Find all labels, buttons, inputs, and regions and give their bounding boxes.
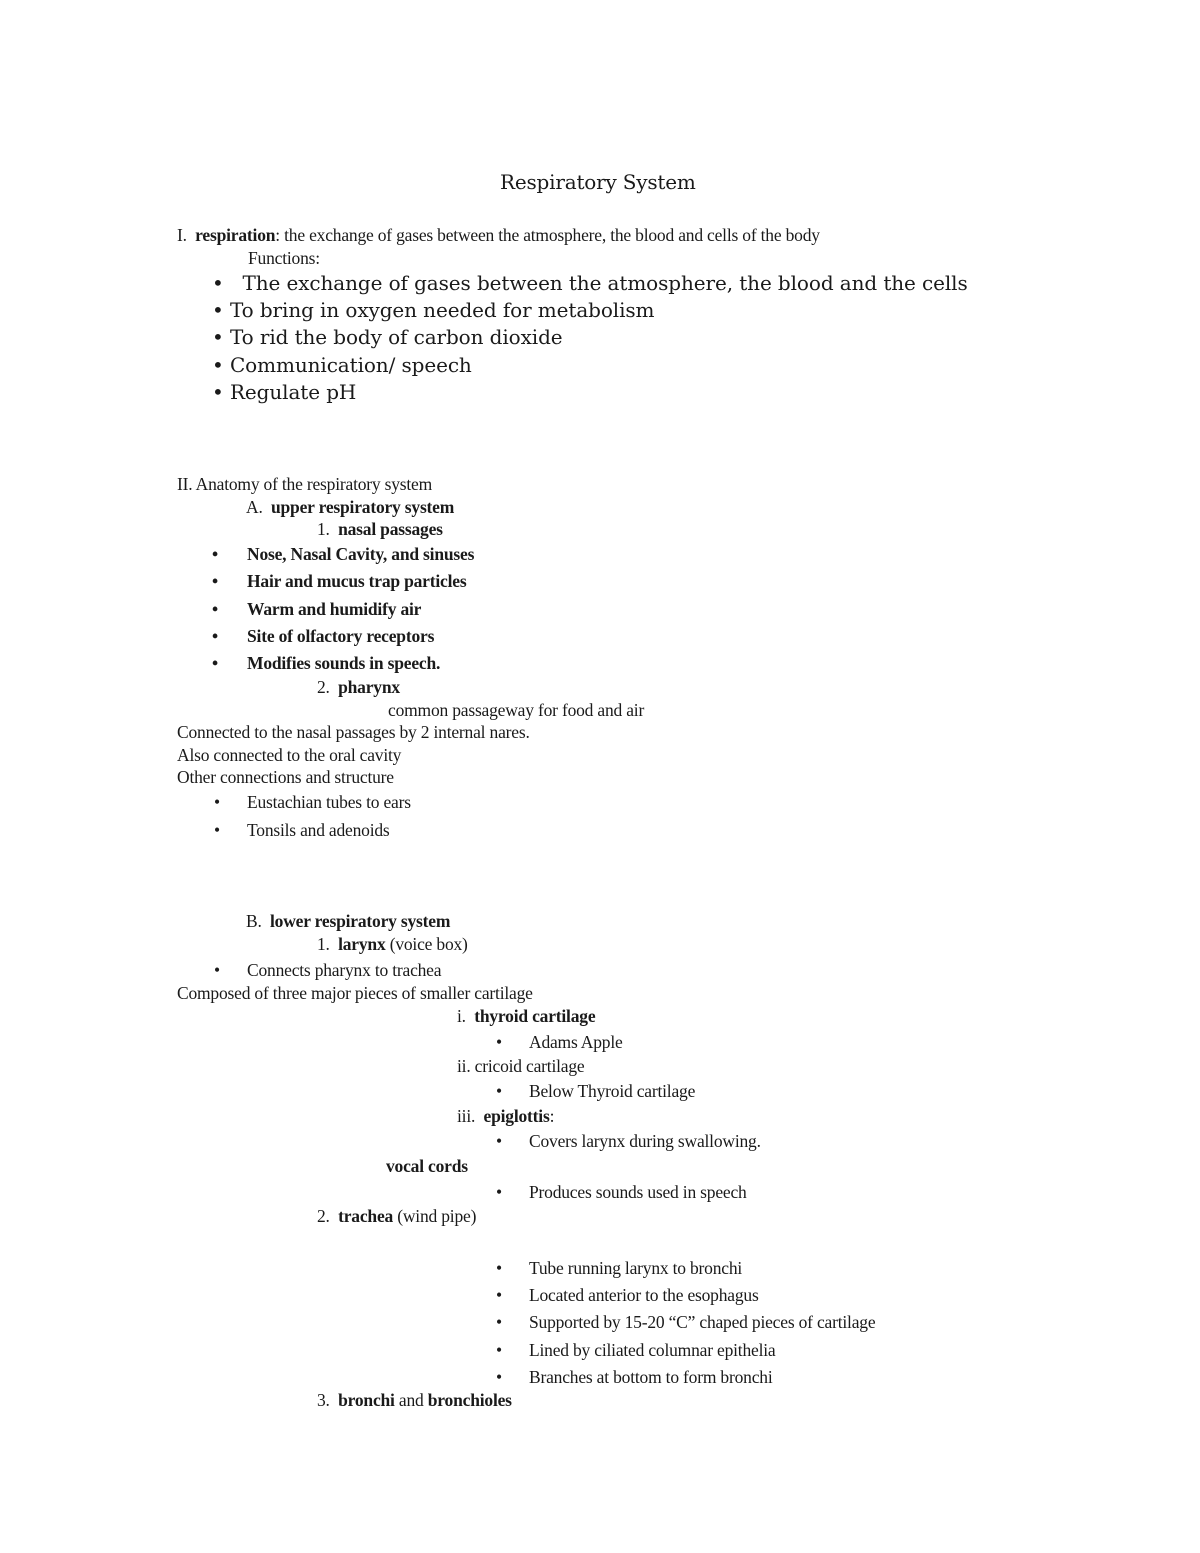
trachea-bullet-text: Branches at bottom to form bronchi — [529, 1367, 773, 1387]
trachea-bullet — [496, 1284, 502, 1306]
bullet-icon: • — [214, 960, 220, 980]
larynx-heading: 1. larynx (voice box) — [317, 934, 468, 954]
pharynx-bullet — [214, 819, 220, 841]
trachea-bullet-text: Located anterior to the esophagus — [529, 1285, 759, 1305]
epiglottis-bullet-text: Covers larynx during swallowing. — [529, 1131, 761, 1151]
cricoid-heading: ii. cricoid cartilage — [457, 1056, 585, 1076]
nasal-bullet — [212, 570, 218, 592]
pharynx-bullet — [214, 791, 220, 813]
nasal-bullet-text: Hair and mucus trap particles — [247, 571, 467, 591]
nasal-bullet-text: Modifies sounds in speech. — [247, 653, 441, 673]
epiglottis-bullet — [496, 1130, 502, 1152]
trachea-bullet-text: Tube running larynx to bronchi — [529, 1258, 743, 1278]
cartilage-note: Composed of three major pieces of smaller cartilage — [177, 983, 533, 1003]
larynx-bullet — [214, 959, 220, 981]
nasal-bullet-text: Nose, Nasal Cavity, and sinuses — [247, 544, 475, 564]
upper-respiratory-heading: A. upper respiratory system — [246, 497, 455, 517]
pharynx-heading: 2. pharynx — [317, 677, 400, 697]
vocal-bullet — [496, 1181, 502, 1203]
bullet-icon: • — [212, 599, 218, 619]
bullet-icon: • — [496, 1182, 502, 1202]
nasal-bullet-text: Site of olfactory receptors — [247, 626, 435, 646]
cricoid-bullet — [496, 1080, 502, 1102]
thyroid-heading: i. thyroid cartilage — [457, 1006, 596, 1026]
bullet-icon: • — [214, 792, 220, 812]
trachea-bullet-text: Lined by ciliated columnar epithelia — [529, 1340, 776, 1360]
respiration-definition — [177, 224, 820, 246]
bullet-icon: • — [212, 571, 218, 591]
function-item: • To rid the body of carbon dioxide — [212, 325, 563, 349]
epiglottis-heading: iii. epiglottis: — [457, 1106, 555, 1126]
bullet-icon: • — [496, 1131, 502, 1151]
trachea-bullet-text: Supported by 15-20 “C” chaped pieces of cartilage — [529, 1312, 876, 1332]
trachea-bullet — [496, 1257, 502, 1279]
pharynx-bullet-text: Eustachian tubes to ears — [247, 792, 411, 812]
nasal-bullet — [212, 543, 218, 565]
section-heading: II. Anatomy of the respiratory system — [177, 474, 433, 494]
nasal-bullet — [212, 598, 218, 620]
bullet-icon: • — [496, 1081, 502, 1101]
term-respiration: respiration — [195, 225, 276, 245]
bullet-icon: • — [496, 1340, 502, 1360]
thyroid-bullet-text: Adams Apple — [529, 1032, 623, 1052]
larynx-bullet-text: Connects pharynx to trachea — [247, 960, 442, 980]
nasal-bullet — [212, 625, 218, 647]
bullet-icon: • — [212, 626, 218, 646]
bullet-icon: • — [496, 1285, 502, 1305]
vocal-bullet-text: Produces sounds used in speech — [529, 1182, 747, 1202]
nasal-bullet-text: Warm and humidify air — [247, 599, 422, 619]
nasal-passages-heading: 1. nasal passages — [317, 519, 443, 539]
trachea-heading: 2. trachea (wind pipe) — [317, 1206, 477, 1226]
section-numeral: I. — [177, 225, 187, 245]
page-title: Respiratory System — [500, 170, 696, 194]
definition-text: : the exchange of gases between the atmosphere, the blood and cells of the body — [275, 225, 820, 245]
bullet-icon: • — [212, 298, 224, 322]
bullet-icon: • — [212, 380, 224, 404]
function-item: • Regulate pH — [212, 380, 357, 404]
bullet-icon: • — [496, 1032, 502, 1052]
function-item: • The exchange of gases between the atmosphere, the blood and the cells — [212, 271, 968, 295]
bullet-icon: • — [212, 271, 224, 295]
pharynx-description: common passageway for food and air — [388, 700, 645, 720]
function-item: • Communication/ speech — [212, 353, 472, 377]
functions-label: Functions: — [248, 248, 320, 268]
cricoid-bullet-text: Below Thyroid cartilage — [529, 1081, 696, 1101]
nasal-bullet — [212, 652, 218, 674]
bullet-icon: • — [212, 544, 218, 564]
bullet-icon: • — [212, 353, 224, 377]
thyroid-bullet — [496, 1031, 502, 1053]
bullet-icon: • — [212, 653, 218, 673]
pharynx-note: Other connections and structure — [177, 767, 394, 787]
bullet-icon: • — [496, 1258, 502, 1278]
bronchi-heading: 3. bronchi and bronchioles — [317, 1390, 512, 1410]
trachea-bullet — [496, 1366, 502, 1388]
function-item: • To bring in oxygen needed for metabolism — [212, 298, 655, 322]
pharynx-note: Also connected to the oral cavity — [177, 745, 402, 765]
trachea-bullet — [496, 1339, 502, 1361]
vocal-cords-heading: vocal cords — [386, 1156, 468, 1176]
lower-respiratory-heading: B. lower respiratory system — [246, 911, 451, 931]
bullet-icon: • — [212, 325, 224, 349]
bullet-icon: • — [214, 820, 220, 840]
bullet-icon: • — [496, 1367, 502, 1387]
pharynx-note: Connected to the nasal passages by 2 internal nares. — [177, 722, 530, 742]
trachea-bullet — [496, 1311, 502, 1333]
bullet-icon: • — [496, 1312, 502, 1332]
pharynx-bullet-text: Tonsils and adenoids — [247, 820, 390, 840]
